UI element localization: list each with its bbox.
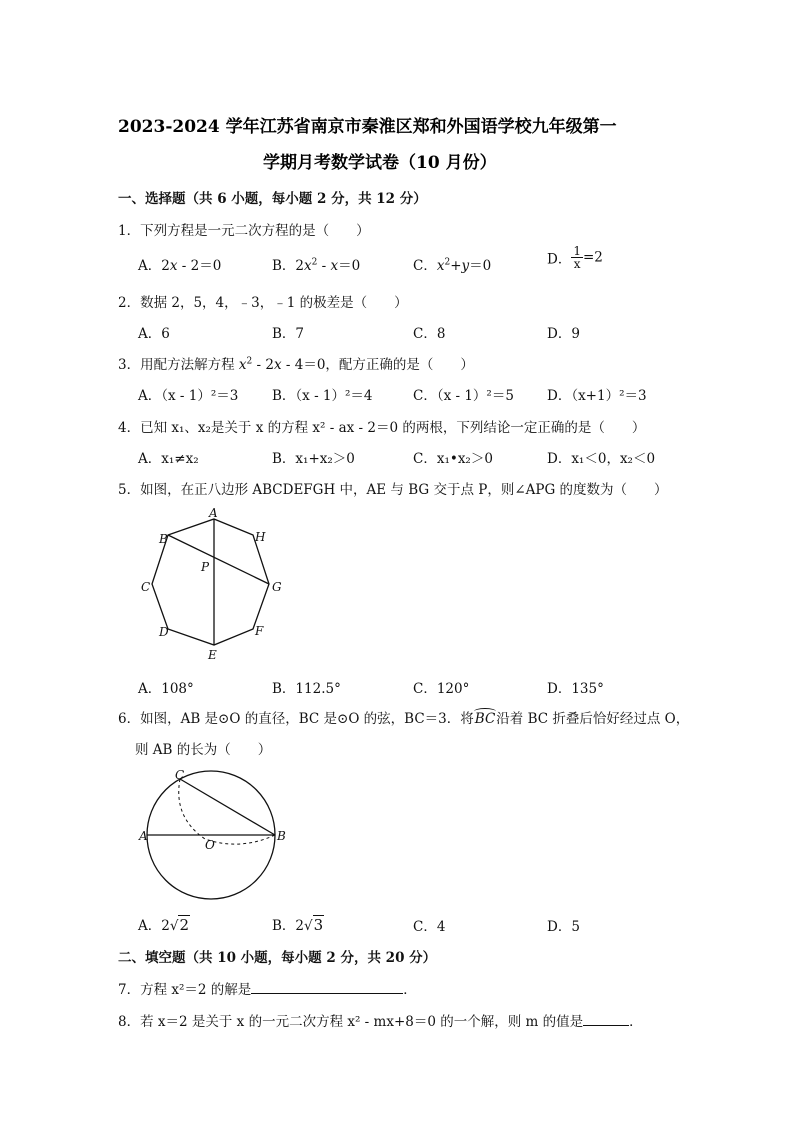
question-6-option-d: D．5 bbox=[547, 919, 580, 935]
label-b: B bbox=[159, 532, 168, 546]
question-6-stem-line1: 6．如图，AB 是⊙O 的直径，BC 是⊙O 的弦，BC＝3．将 BC沿着 BC 折叠后恰好经过点 O， bbox=[118, 707, 689, 727]
question-6-option-b: B．2√3 bbox=[272, 916, 324, 934]
question-2-option-c: C．8 bbox=[413, 326, 446, 342]
label-f: F bbox=[255, 624, 264, 638]
answer-blank-7[interactable] bbox=[251, 993, 403, 994]
octagon-figure bbox=[130, 505, 290, 665]
question-5-option-d: D．135° bbox=[547, 681, 604, 697]
question-5-option-b: B．112.5° bbox=[272, 681, 341, 697]
label-d: D bbox=[159, 625, 169, 639]
label-h: H bbox=[255, 530, 266, 544]
question-6-stem-line2: 则 AB 的长为（ ） bbox=[135, 742, 272, 758]
question-1-option-b: B．$2x^2 - x=0$ bbox=[272, 257, 361, 274]
exam-title-line2: 学期月考数学试卷（10 月份） bbox=[263, 153, 497, 173]
question-2-option-b: B．7 bbox=[272, 326, 305, 342]
answer-blank-8[interactable] bbox=[583, 1025, 629, 1026]
chord-bc bbox=[180, 779, 275, 835]
question-2-option-a: A．6 bbox=[138, 326, 170, 342]
segment-bg bbox=[168, 535, 269, 584]
question-3-option-c: C．（x - 1）²＝5 bbox=[413, 388, 514, 404]
question-1-option-d: D． $\frac{1}{x}$ =2 bbox=[547, 244, 603, 271]
label-a: A bbox=[209, 506, 218, 520]
label-b: B bbox=[277, 829, 286, 843]
label-p: P bbox=[201, 560, 210, 574]
question-3-option-d: D．（x+1）²＝3 bbox=[547, 388, 647, 404]
question-1-option-a: A．2x - 2＝0 bbox=[138, 258, 222, 274]
exam-title-line1: 2023-2024 学年江苏省南京市秦淮区郑和外国语学校九年级第一 bbox=[118, 117, 617, 137]
label-g: G bbox=[272, 580, 282, 594]
section-fill-heading: 二、填空题（共 10 小题，每小题 2 分，共 20 分） bbox=[118, 950, 437, 966]
sqrt-2: √2 bbox=[169, 916, 189, 934]
arc-bc-notation: BC bbox=[474, 711, 497, 727]
section-choice-heading: 一、选择题（共 6 小题，每小题 2 分，共 12 分） bbox=[118, 191, 427, 207]
question-4-option-a: A．x₁≠x₂ bbox=[138, 451, 199, 467]
regular-octagon bbox=[152, 519, 269, 645]
question-4-option-b: B．x₁+x₂＞0 bbox=[272, 451, 355, 467]
question-6-option-a: A．2√2 bbox=[138, 916, 189, 934]
sqrt-3: √3 bbox=[304, 916, 324, 934]
question-4-option-d: D．x₁＜0，x₂＜0 bbox=[547, 451, 656, 467]
label-o: O bbox=[205, 838, 215, 852]
question-3-option-a: A．（x - 1）²＝3 bbox=[138, 388, 239, 404]
question-6-option-c: C．4 bbox=[413, 919, 446, 935]
question-3-stem: 3．用配方法解方程 $x^2 - 2x - 4=0$，配方正确的是（ ） bbox=[118, 356, 474, 373]
fraction-one-over-x: $\frac{1}{x}$ bbox=[573, 244, 581, 271]
label-e: E bbox=[208, 648, 217, 662]
circle-figure bbox=[135, 765, 300, 905]
question-8: 8．若 x＝2 是关于 x 的一元二次方程 x² - mx+8＝0 的一个解，则 m 的值是 ． bbox=[118, 1014, 643, 1030]
question-7: 7．方程 x²＝2 的解是 ． bbox=[118, 982, 417, 998]
label-c: C bbox=[175, 768, 185, 782]
question-5-option-a: A．108° bbox=[138, 681, 194, 697]
question-5-stem: 5．如图，在正八边形 ABCDEFGH 中，AE 与 BG 交于点 P，则∠APG 的度数为（ ） bbox=[118, 482, 668, 498]
label-a: A bbox=[139, 829, 148, 843]
question-4-stem: 4．已知 x₁、x₂是关于 x 的方程 x² - ax - 2＝0 的两根，下列结论一定正确的是（ ） bbox=[118, 420, 646, 436]
label-c: C bbox=[141, 580, 151, 594]
question-1-stem: 1．下列方程是一元二次方程的是（ ） bbox=[118, 223, 370, 239]
question-1-option-c: C．$x^2+y=0$ bbox=[413, 257, 492, 274]
question-4-option-c: C．x₁•x₂＞0 bbox=[413, 451, 493, 467]
question-2-stem: 2．数据 2，5，4，﹣3，﹣1 的极差是（ ） bbox=[118, 295, 408, 311]
question-3-option-b: B．（x - 1）²＝4 bbox=[272, 388, 373, 404]
question-5-option-c: C．120° bbox=[413, 681, 470, 697]
question-2-option-d: D．9 bbox=[547, 326, 580, 342]
